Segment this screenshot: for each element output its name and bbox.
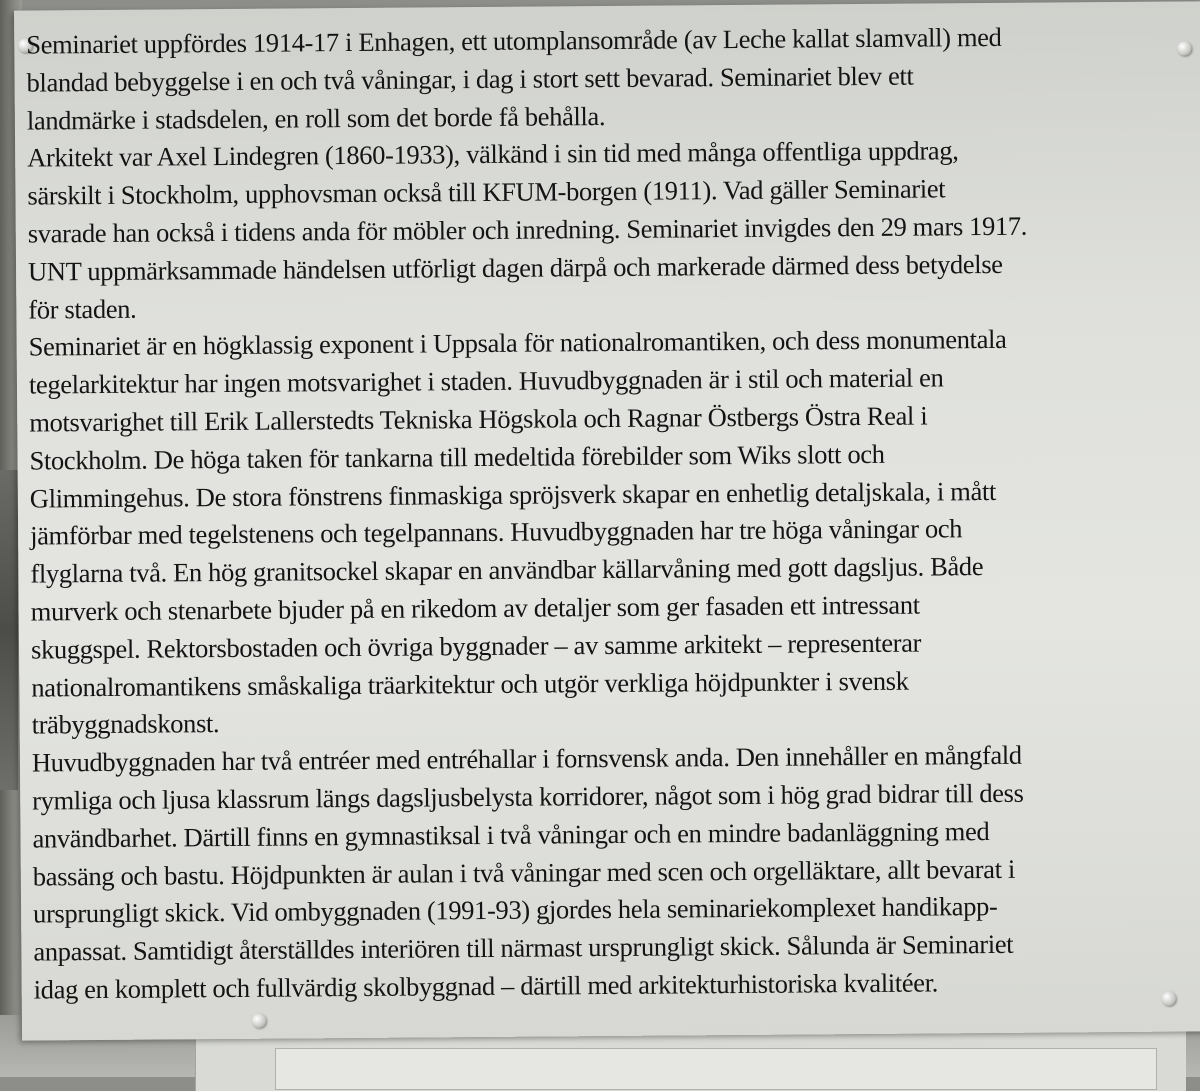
document-body [26, 17, 1200, 1009]
text-line: flyglarna två. En hög granitsockel skapar en användbar källarvåning med gott dagsljus. Både [30, 551, 984, 589]
pushpin-icon [252, 1014, 266, 1028]
text-line: Glimmingehus. De stora fönstrens finmaskiga spröjsverk skapar en enhetlig detaljskala, i mått [29, 475, 997, 514]
text-line: Arkitekt var Axel Lindegren (1860-1933), välkänd i sin tid med många offentliga uppdrag, [27, 135, 959, 173]
adjacent-card-inner [275, 1048, 1157, 1090]
text-line: blandad bebyggelse i en och två våningar, i dag i stort sett bevarad. Seminariet blev ett [26, 60, 914, 98]
text-line: ursprungligt skick. Vid ombyggnaden (1991-93) gjordes hela seminariekomplexet handikapp- [32, 891, 998, 929]
text-line: för staden. [28, 293, 137, 325]
text-line: användbarhet. Därtill finns en gymnastiksal i två våningar och en mindre badanläggning med [32, 815, 990, 854]
text-line: särskilt i Stockholm, upphovsman också till KFUM-borgen (1911). Vad gäller Seminariet [27, 173, 946, 211]
adjacent-photo-edge [0, 470, 18, 790]
text-line: bassäng och bastu. Höjdpunkten är aulan i två våningar med scen och orgelläktare, allt bevarat i [32, 853, 1016, 892]
text-line: nationalromantikens småskaliga träarkitektur och utgör verkliga höjdpunkter i svensk [31, 665, 909, 703]
text-line: Stockholm. De höga taken för tankarna till medeltida förebilder som Wiks slott och [29, 438, 885, 476]
text-line: svarade han också i tidens anda för möbler och inredning. Seminariet invigdes den 29 mars 1917. [27, 210, 1028, 249]
text-line: Seminariet är en högklassig exponent i Uppsala för nationalromantiken, och dess monumentala [28, 324, 1007, 362]
text-line: skuggspel. Rektorsbostaden och övriga byggnader – av samme arkitekt – representerar [30, 627, 922, 665]
text-line: Huvudbyggnaden har två entréer med entréhallar i fornsvensk anda. Den innehåller en mångfald [31, 739, 1022, 778]
text-line: anpassat. Samtidigt återställdes interiören till närmast ursprungligt skick. Sålunda är Seminariet [33, 928, 1014, 967]
text-line: UNT uppmärksammade händelsen utförligt dagen därpå och markerade därmed dess betydelse [27, 248, 1003, 287]
text-line: rymliga och ljusa klassrum längs dagsljusbelysta korridorer, något som i hög grad bidrar till dess [32, 777, 1024, 816]
text-line: idag en komplett och fullvärdig skolbyggnad – därtill med arkitekturhistoriska kvalitéer. [33, 967, 939, 1005]
text-line: tegelarkitektur har ingen motsvarighet i staden. Huvudbyggnaden är i stil och material en [28, 362, 944, 400]
text-line: murverk och stenarbete bjuder på en rikedom av detaljer som ger fasaden ett intressant [30, 589, 920, 627]
text-line: träbyggnadskonst. [31, 708, 220, 740]
text-line: Seminariet uppfördes 1914-17 i Enhagen, ett utomplansområde (av Leche kallat slamvall) med [26, 21, 1002, 60]
posted-paper [14, 1, 1200, 1040]
text-line: landmärke i stadsdelen, en roll som det borde få behålla. [26, 100, 606, 136]
text-line: jämförbar med tegelstenens och tegelpannans. Huvudbyggnaden har tre höga våningar och [30, 513, 963, 551]
text-line: motsvarighet till Erik Lallerstedts Tekniska Högskola och Ragnar Östbergs Östra Real i [29, 400, 928, 438]
